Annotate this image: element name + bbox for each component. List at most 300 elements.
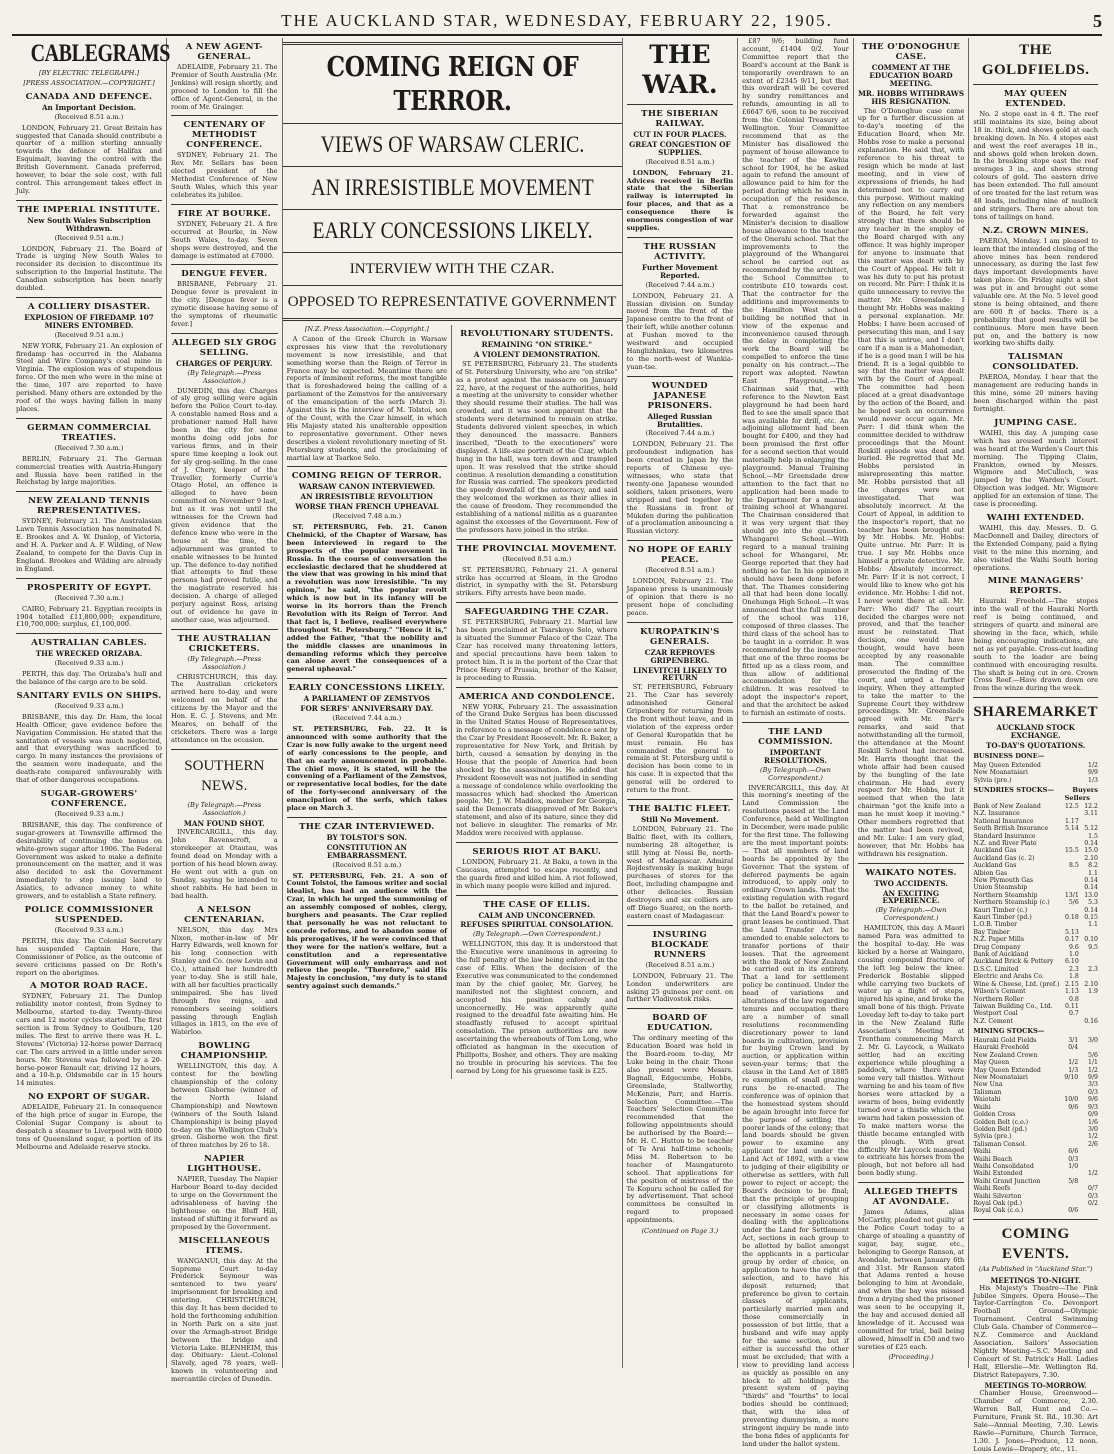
stock-row (973, 870, 1098, 877)
meetings-block (973, 1277, 1098, 1454)
section-title: SANITARY EVILS ON SHIPS. (16, 690, 162, 701)
stock-sellers: 1/0 (1068, 1162, 1079, 1170)
telegraph-note: (By Telegraph.—Press Association.) (187, 800, 262, 817)
divider (627, 925, 734, 926)
stock-row (973, 1148, 1098, 1155)
coming-events-banner: COMING EVENTS. (1001, 1225, 1070, 1262)
stock-buyers: 0.14 (1084, 839, 1098, 847)
article-body: WELLINGTON, this day. A contest for the bowling championship of the colony between Gisborne (winner of the North Island Championship) and Newtown (winners of the South Island Championship) is being played to-day on the Wellington Club's green. Gisborne won the first of three matches by 26 to 18. (171, 1062, 278, 1150)
section-title: THE IMPERIAL INSTITUTE. (17, 204, 161, 215)
stock-price: 1/3 (1088, 776, 1098, 784)
stock-buyers: 2.3 (1088, 965, 1098, 973)
stock-buyers: 2.10 (1084, 980, 1098, 988)
stock-row (973, 1133, 1098, 1140)
stock-sellers: 12.5 (1065, 802, 1079, 810)
section-title: N.Z. CROWN MINES. (982, 225, 1089, 236)
stock-row (973, 1089, 1098, 1096)
received-time: (Received 8.51 a.m.) (332, 860, 402, 869)
stock-row (973, 825, 1098, 832)
article-body: £87 9/6; building fund account, £1404 0/2. Your Committee report that the Board's account at the Bank is temporarily overdrawn to an extent of £2345 9/11, but that this overdraft will be covered by sundry remittances and refunds, amounting in all to £6647 6/6, soon to be received from the Colonial Treasury at Wellington. Your Committee recommend that as the Minister has disallowed the payment of house allowance to the teacher of the Kawhia school for 1904, he be asked again to refund the amount of allowance paid to him for the period during which he was in occupation of the residence. That a remonstrance be forwarded against the Minister's decision to disallow house allowance to the teacher of the Onerahi school. That the improvements to the playground of the Whangarei school be carried out as recommended by the architect, the School Committee to contribute £10 towards cost. That the contractor for the additions and improvements to the Hamilton West school building be notified that in view of the expense and inconvenience caused through the delay in completing the work the Board will be compelled to enforce the time penalty on his contract.—The report was adopted. Newton East Playground.—The Chairman said that, with reference to the Newton East playground he had been hard fled to see the small space that was available for drill, etc. An adjoining allotment had been bought for £400, and they had been promised the first offer for a second section that would materially help in enlarging the playground. Manual Training School.—Mr Greenslade drew attention to the fact that no application had been made to the Department for a manual training school at Whangarei. The Chairman considered that it was very urgent that they should go into the question. Whangarei School.—With regard to a manual training school for Whangarei, Mr. George reported that they had nothing so far. In his opinion it should have been done before that. The Thames considering all that had been done locally. Onehunga High School.—It was announced that the full number of the school was 116, composed of three classes. The third class of the school has to be taught in a corridor. It was recommended by the inspector that one of the three rooms be fitted up as a class room, and thus allow of additional accommodation for the children. It was resolved to adopt the inspector's report, and that the architect be asked to furnish an estimate of costs. (742, 37, 849, 718)
stock-name: Kauri Timber (c.) (973, 906, 1028, 914)
received-time: (Received 9.33 a.m.) (54, 659, 124, 668)
stock-name: Wine & Cheese, Ltd. (pref.) (973, 980, 1060, 988)
stock-buyers: 2.10 (1084, 854, 1098, 862)
section-subtitle: MAN FOUND SHOT. (183, 818, 265, 828)
stock-name: N.Z. Paper Mills (973, 936, 1024, 944)
stock-row (973, 944, 1098, 951)
stock-row (973, 847, 1098, 854)
stock-buyers: 12.2 (1084, 802, 1098, 810)
stock-name: Auckland Gas (c. 2) (973, 854, 1035, 862)
stock-sellers (1051, 1185, 1079, 1192)
stock-name: Waiotahi (973, 1096, 1001, 1104)
stock-sellers: 15.5 (1065, 847, 1079, 855)
stock-buyers: 1/2 (1088, 1133, 1098, 1141)
newspaper-title: THE AUCKLAND STAR, WEDNESDAY, FEBRUARY 22, 1905. (281, 11, 833, 30)
stock-sellers (1051, 1119, 1079, 1126)
section-subtitle: COMMENT AT THE EDUCATION BOARD MEETING. (869, 63, 953, 88)
stock-row (973, 1018, 1098, 1025)
section-title: EARLY CONCESSIONS LIKELY. (288, 683, 446, 694)
article-body: ST. PETERSBURG, Feb. 22. It is announced with some authority that the Czar is now fully awake to the urgent need of early concessions to the people, and that an early announcement in probable. The chief move, it is stated, will be the convening of a Parliament of the Zemstvos, or representative local bodies, for the date of the forty-second anniversary of the emancipation of the serfs, which takes place on March 3. (286, 724, 448, 813)
stock-buyers: 0/9 (1088, 1111, 1098, 1119)
stock-buyers: 3/0 (1088, 1037, 1098, 1045)
article-body: LONDON, February 21. Great Britain has suggested that Canada should contribute a quarter of a million sterling annually towards the defence of Halifax and Esquimalt, leaving the control with the British Government. Canada preferred, however, to bear the sole cost, with full control. This arrangement takes effect in July. (16, 123, 162, 195)
received-time: (Received 7.44 a.m.) (332, 714, 402, 723)
article-body: A Canon of the Greek Church in Warsaw expresses his view that the revolutionary movement is now irresistible, and that something worse than the Reign of Terror in France may be expected. Meantime there are reports of imminent reforms, the most tangible that is foreshadowed being the calling of a parliament of the Zemstvos for the anniversary of the emancipation of the serfs (March 3). Against this is the interview of M. Tolstoi, son of the Count, with the Czar himself, in which His Majesty stated his unalterable opposition to representative government. Other news describes a violent revolutionary meeting of St. Petersburg students, and the proclaiming of martial law at Tsarkoe Selo. (286, 334, 448, 462)
stock-row (973, 818, 1098, 825)
divider (456, 687, 618, 688)
section-title: CANADA AND DEFENCE. (25, 91, 153, 102)
stock-name: Northern Steamship (973, 891, 1038, 899)
stock-sellers: 1.8 (1068, 973, 1079, 981)
stock-row (973, 1200, 1098, 1207)
section-title-large: SOUTHERN NEWS. (184, 757, 265, 794)
section-title: COMING REIGN OF TERROR. (291, 471, 442, 482)
stock-buyers (1079, 929, 1098, 936)
stock-name: Waihi Consolidated (973, 1162, 1034, 1170)
stock-name: Northern Steamship (c.) (973, 899, 1050, 907)
article-body: SYDNEY, February 21. The Australasian Lawn Tennis Association has nominated N. E. Brookes and A. W. Dunlop, of Victoria, and H. A. Parker and A. F. Wilding, of New Zealand, to compete for the Davis Cup in England. Brookes and Wilding are already in England. (16, 517, 162, 573)
section-title: POLICE COMMISSIONER SUSPENDED. (24, 904, 154, 925)
stock-sellers (1059, 907, 1078, 914)
section-title: WOUNDED JAPANESE PRISONERS. (647, 380, 713, 411)
section-subtitle: MR. HOBBS WITHDRAWS HIS RESIGNATION. (857, 88, 965, 106)
stock-row (973, 1170, 1098, 1177)
stock-buyers: 0.14 (1084, 877, 1098, 884)
stock-row (973, 1081, 1098, 1088)
stock-sellers: 0.17 (1065, 936, 1079, 944)
stock-row (973, 929, 1098, 936)
stock-buyers: 0.14 (1084, 884, 1098, 892)
article-body: LONDON, February 21. At Baku, a town in the Caucasus, attempted to escape recently, and the guards fired and killed him. A riot followed, in which many people were killed and injured. (456, 857, 618, 890)
stock-sellers: 1/2 (1068, 1059, 1079, 1067)
stock-row (973, 1126, 1098, 1133)
stock-buyers (1078, 1178, 1098, 1185)
stock-sellers: 0/4 (1068, 1044, 1079, 1052)
section-subtitle: GREAT CONGESTION OF SUPPLIES. (629, 139, 731, 157)
column-odonoghue (854, 38, 970, 1368)
stock-buyers: 0/7 (1088, 1185, 1098, 1193)
stock-sellers (1051, 1193, 1079, 1200)
stock-name: Union Steamship (973, 884, 1028, 892)
stock-buyers: 0.16 (1084, 1017, 1098, 1025)
section-subtitle: CONSTITUTION AN EMBARRASSMENT. (326, 842, 407, 860)
divider (16, 578, 162, 579)
stock-sellers (1059, 855, 1078, 862)
stock-buyers (1079, 951, 1098, 958)
stock-name: May Queen (973, 1059, 1010, 1067)
stock-name: Golden Belt (c.o.) (973, 1118, 1029, 1126)
stock-buyers: 5.3 (1088, 899, 1098, 907)
headline-deck: EARLY CONCESSIONS LIKELY. (312, 218, 593, 243)
stock-sellers (1051, 1081, 1079, 1088)
stock-buyers: 9/6 (1088, 1096, 1098, 1104)
continued-note: (Proceeding.) (888, 1353, 934, 1362)
stock-sellers: 1.13 (1065, 988, 1079, 996)
section-title: MISCELLANEOUS ITEMS. (178, 1235, 270, 1256)
section-title: A MOTOR ROAD RACE. (29, 981, 148, 992)
divider (171, 333, 278, 334)
stock-name: Golden Cross (973, 1111, 1016, 1119)
stock-name: Westport Coal (973, 1010, 1018, 1018)
telegraph-note: (By Telegraph.—Own Correspondent.) (760, 765, 831, 782)
stock-buyers: 0.14 (1084, 906, 1098, 914)
section-title: DENGUE FEVER. (181, 269, 268, 280)
stock-name: Electric and Arabs Co. (973, 973, 1044, 981)
sundries-heading (973, 786, 1098, 803)
sharemarket-banner: SHAREMARKET (973, 704, 1098, 721)
divider (627, 376, 734, 377)
stock-row (973, 1178, 1098, 1185)
article-body: PAEROA, Monday. I am pleased to learn that the intended closing of the above mines has been rendered unnecessary, as during the last few days important developments have taken place. On Friday night a shot was put in and brought out some valuable ore. At the No. 5 level good stone is being obtained, and there are 600 ft of backs. There is a probability that good results will be continuous. More men have been put on, and the battery is now working two shifts daily. (973, 236, 1098, 348)
divider (283, 318, 622, 321)
stock-sellers (1051, 1170, 1079, 1177)
stock-row (973, 1010, 1098, 1017)
stock-buyers: 15.0 (1084, 847, 1098, 855)
business-done-heading: BUSINESS DONE— (973, 752, 1045, 760)
copyright-note: [N.Z. Press Association.—Copyright.] (304, 325, 429, 333)
cablegrams-banner: CABLEGRAMS (30, 40, 170, 67)
stock-sellers (1059, 810, 1078, 817)
stock-sellers: 6.10 (1065, 958, 1079, 966)
stock-sellers: 5/6 (1068, 899, 1079, 907)
section-subtitle: Alleged Russian Brutalities. (647, 411, 713, 429)
stock-buyers: 1/2 (1088, 1170, 1098, 1178)
article-body: BERLIN, February 21. The German commercial treaties with Austria-Hungary and Russia have been ratified in the Reichstag by large majorities. (16, 454, 162, 487)
section-title: THE BALTIC FLEET. (628, 804, 731, 814)
column-education-land (738, 37, 854, 1448)
stock-sellers: 9/6 (1068, 1103, 1079, 1111)
central-left-column (283, 325, 453, 1079)
divider (283, 209, 622, 210)
stock-sellers: 1.17 (1065, 817, 1079, 825)
telegraph-note: (By Telegraph.—Own Correspondent.) (875, 906, 947, 923)
article-body: LONDON, February 21. The Baltic fleet, with its colliers, numbering 28 altogether, is still lying at Nossi Be, north-west of Madagascar. Admiral Rojdestvensky is making huge purchases of stores for the fleet, including champagne and other delicacies. Russian destroyers and six colliers are off Diego Suarez, on the north-eastern coast of Madagascar. (626, 824, 734, 920)
stock-sellers (1051, 1089, 1079, 1096)
divider (627, 622, 734, 623)
stock-sellers: 0.11 (1065, 1002, 1079, 1010)
stock-sellers: 9.6 (1068, 943, 1079, 951)
stock-buyers (1079, 996, 1098, 1003)
column-the-war (623, 38, 739, 1368)
article-body: BRISBANE, February 21. Dengue fever is prevalent in the city. [Dengue fever is a zymotic disease having some of the symptoms of rheumatic fever.] (171, 280, 278, 328)
section-title: KUROPATKIN'S GENERALS. (640, 626, 720, 647)
stock-name: Taiwan Building Co., Ltd. (973, 1002, 1053, 1010)
article-body: ST. PETERSBURG, Feb. 21. Canon Chelmicki, of the Chapter of Warsaw, has been interviewed in regard to the prospects of the popular movement in Russia. In the course of conversation the ecclesiastic declared that he shuddered at the view that was growing in his mind that a revolution was now irresistible. "In my opinion," he said, "the popular revolt which is now but in its infancy will be worse in its horrors than the French Revolution with its Reign of Terror. And that fact is, I believe, realised everywhere throughout St. Petersburg." "Hence it is," added the Father, "that the nobility and the middle classes are unanimous in demanding reforms which they perceive can alone avert the consequences of a general upheaval." (286, 523, 448, 674)
received-time: (Received 8.51 a.m.) (54, 112, 124, 121)
stock-sellers: 0.18 (1065, 914, 1079, 922)
stock-name: Waihi Beach (973, 1155, 1013, 1163)
central-columns (283, 325, 622, 1079)
stock-name: New Moanataiari (973, 769, 1028, 777)
divider (627, 1008, 734, 1009)
stock-name: New Moanataiari (973, 1074, 1028, 1082)
stock-name: Albion Gas (973, 869, 1008, 877)
stock-name: Royal Oak (pd.) (973, 1199, 1023, 1207)
section-title: ALLEGED THEFTS AT AVONDALE. (864, 1187, 958, 1208)
divider (16, 418, 162, 419)
stock-buyers (1079, 1003, 1098, 1010)
stock-price: 9/9 (1088, 769, 1098, 777)
section-subtitle: FOR SERFS' ANNIVERSARY DAY. (300, 704, 434, 714)
stock-name: Bank of New Zealand (973, 802, 1041, 810)
stock-sellers (1051, 1052, 1079, 1059)
divider (627, 237, 734, 238)
stock-row (973, 936, 1098, 943)
column-cablegrams (12, 38, 170, 1368)
stock-sellers (1059, 1018, 1078, 1025)
section-title: THE PROVINCIAL MOVEMENT. (457, 543, 617, 554)
meetings-tonight-body: His Majesty's Theatre—The Pink Jubilee Singers. Opera House—The Taylor-Carrington Co. Devonport Football Ground—Olympic Tournament. Central Swimming Club Gala. Chamber of Commerce—N.Z. Commerce and Auckland Association. Sailors' Association Nightly Meeting—S.C. Meeting and Concert of St. Patrick's Hall. Ladies Hall, Ellerslie—Mr. Wellington Rd. District Ratepayers, 7.30. (973, 1283, 1098, 1379)
article-body: PERTH, this day. The Colonial Secretary has suspended Captain Hare, the Commissioner of Police, as the outcome of severe criticisms passed on Dr. Roth's report on the aborigines. (16, 936, 162, 977)
by-telegraph-note: [BY ELECTRIC TELEGRAPH.] (38, 69, 140, 77)
section-title: TALISMAN CONSOLIDATED. (992, 352, 1079, 373)
stock-name: Hauraki Freehold (973, 1044, 1029, 1052)
stock-buyers: 2/6 (1088, 1140, 1098, 1148)
section-title: GERMAN COMMERCIAL TREATIES. (27, 422, 151, 443)
article-body: SYDNEY, February 21. The Rev. Mr. Sellars has been elected president of the Methodist Conference of New South Wales, which this year celebrates its jubilee. (171, 151, 278, 199)
stock-name: May Queen Extended (973, 761, 1041, 769)
stock-row (973, 1111, 1098, 1118)
article-body: LONDON, February 21. The Japanese press is unanimously of opinion that there is no present hope of concluding peace. (626, 577, 734, 617)
divider (171, 629, 278, 630)
received-time: (Received 7.30 a.m.) (54, 443, 124, 452)
stock-row (973, 1059, 1098, 1066)
article-body: HAMILTON, this day. A Maori named Para was admitted to the hospital to-day. He was kicked by a horse at Waingaro, causing compound fracture of the left leg below the knee. Frederick Bostable slipped while carrying two buckets of water up a flight of steps, injured his spine, and broke the small bone of his thigh. Private Loveday left to-day to take part in the New Zealand Rifle Association's Meeting at Trentham commencing March 2. Mr. G. Laycock, a Waikato settler, had an exciting experience while ploughing a paddock, where there were some very tall thistles. Without warning he and his team of five horses were attacked by a swarm of bees, being evidently turned over a thistle which the swarm had taken possession of. To make matters worse the thistle became entangled with the plough. With great difficulty Mr Laycock managed to extricate his horses from the plough, but not before all had been badly stung. (857, 924, 965, 1178)
section-subtitle: AN IRRESISTIBLE REVOLUTION (300, 492, 434, 502)
divider (287, 466, 448, 467)
stock-name: Auckland Brick & Pottery (973, 958, 1054, 966)
received-time: (Received 9.51 a.m.) (54, 233, 124, 242)
section-subtitle: TO-DAY'S QUOTATIONS. (986, 741, 1086, 751)
stock-name: Drug Company (973, 943, 1021, 951)
stock-row (973, 1119, 1098, 1126)
sundries-table (973, 803, 1098, 1025)
stock-row (973, 973, 1098, 980)
stock-name: Royal Oak (c.o.) (973, 1207, 1024, 1215)
section-title: BOWLING CHAMPIONSHIP. (180, 1041, 268, 1062)
stock-buyers (1079, 818, 1098, 825)
article-body: LONDON, February 21. Advices received in Berlin state that the Siberian railway is interrupted in four places, and that as a consequence there is enormous congestion of war supplies. (626, 168, 734, 232)
stock-name: Waihi (973, 1103, 991, 1111)
stock-row (973, 914, 1098, 921)
stock-row (973, 1096, 1098, 1103)
article-body: WANGANUI, this day. At the Supreme Court to-day Frederick Seymour was sentenced to two years' imprisonment for breaking and entering. CHRISTCHURCH, this day. It has been decided to hold the forthcoming exhibition in North Park on a site just over the Armagh-street Bridge between the bridge and Victoria Lake. BLENHEIM, this day. Obituary: Lieut.-Colonel Slavely, aged 78 years, well-known in volunteering and mercantile circles of Dunedin. (171, 1256, 278, 1384)
stock-row (973, 1141, 1098, 1148)
stock-buyers: 1.5 (1088, 832, 1098, 840)
stock-sellers: 2.15 (1065, 980, 1079, 988)
stock-name: New Zealand Crown (973, 1051, 1038, 1059)
copyright-note: [PRESS ASSOCIATION.—COPYRIGHT.] (23, 78, 155, 87)
stock-buyers: 13.0 (1084, 891, 1098, 899)
article-body: ADELAIDE, February 21. The Premier of South Australia (Mr. Jenkins) will resign shortly, and proceed to London to fill the office of Agent-General, in the room of Mr. Grainger. (171, 63, 278, 111)
section-subtitle: CUT IN FOUR PLACES. (633, 130, 727, 139)
stock-sellers: 10/0 (1064, 1096, 1079, 1104)
stock-row (973, 899, 1098, 906)
stock-row (973, 958, 1098, 965)
telegraph-note: (By Telegraph.—Press Association.) (187, 368, 262, 385)
received-time: (Received 8.51 a.m.) (645, 157, 715, 166)
article-body: SYDNEY, February 21. The Dunlop reliability motor contest, from Sydney to Melbourne, started to-day. Twenty-three cars and 12 motor cycles started. The first section is from Sydney to Goulburn, 120 miles. The first to arrive there was H. L. Stevens' (Victoria) 12-horse power Darracq car. The cars arrived in a little under seven hours. Mr. Stevens was followed by a 20-horse-power Renault car, driving 12 hours, and a 10-h.p. Oldsmobile car in 15 hours 14 minutes. (16, 992, 162, 1088)
section-title: INSURING BLOCKADE RUNNERS (650, 929, 709, 960)
newspaper-page (12, 37, 1102, 1453)
article-body: NEW YORK, February 21. An explosion of firedamp has occurred in the Alabama Steel and Wire Company's coal mine in Virginia. The explosion was of stupendous force. Of the men who were in the mine at the time, 107 are reported to have perished. Many others are extended by the roof of the ways having fallen in many places. (16, 341, 162, 413)
stock-sellers: 8.5 (1068, 862, 1079, 870)
article-body: LONDON, February 21. A Russian division on Sunday moved from the front of the Japanese centre to the front of their left, while another column at Fushan moved to the westward and occupied Hanglizhinkau, two kilometres to the north-west of Wankia-yuan-tse. (626, 291, 734, 371)
stock-buyers: 5.12 (1084, 825, 1098, 833)
stock-name: Talisman (973, 1088, 1002, 1096)
section-subtitle: Still No Movement. (640, 815, 719, 824)
divider (171, 264, 278, 265)
central-feature (283, 38, 623, 1368)
stock-name: Bay Timber (973, 928, 1010, 936)
section-subtitle: LINEVITCH LIKELY TO RETURN (632, 665, 727, 683)
divider (973, 84, 1098, 85)
section-subtitle: A VIOLENT DEMONSTRATION. (473, 349, 600, 359)
stock-buyers (1078, 1163, 1098, 1170)
coming-events-note: (As Published in "Auckland Star.") (978, 1264, 1093, 1273)
stock-buyers (1078, 1044, 1098, 1051)
section-subtitle: WARSAW CANON INTERVIEWED. (298, 482, 435, 492)
section-title: THE AUSTRALIAN CRICKETERS. (177, 633, 271, 654)
stock-sellers: 3/1 (1068, 1037, 1079, 1045)
article-body: ADELAIDE, February 21. In consequence of the high price of sugar in Europe, the Colonial Sugar Company is about to despatch a steamer to Liverpool with 6000 tons of Queensland sugar, a portion of its Melbourne and Adelaide reserve stocks. (16, 1103, 162, 1151)
stock-row (973, 996, 1098, 1003)
stock-buyers: 9/9 (1088, 1074, 1098, 1082)
section-subtitle: REMAINING "ON STRIKE." (481, 340, 593, 349)
stock-sellers (1059, 884, 1078, 891)
stock-name: Auckland Gas (973, 847, 1017, 855)
section-title: AUSTRALIAN CABLES. (31, 638, 147, 649)
stock-name: D.S.C. Limited (973, 965, 1019, 973)
stock-name: Waihi Extended (973, 1170, 1023, 1178)
stock-buyers: 3/0 (1088, 1125, 1098, 1133)
received-time: (Received 8.51 a.m.) (502, 554, 572, 563)
section-title: WAIHI EXTENDED. (986, 512, 1085, 523)
stock-sellers: 5/8 (1068, 1177, 1079, 1185)
stock-sellers: 5.13 (1065, 928, 1079, 936)
divider (283, 252, 622, 253)
stock-sellers: 2.3 (1068, 965, 1079, 973)
section-title: FIRE AT BOURKE. (177, 208, 272, 219)
divider (742, 722, 849, 723)
goldfields-banner: THE GOLDFIELDS. (981, 42, 1090, 78)
stock-sellers (1051, 1133, 1079, 1140)
received-time: (Received 7.44 a.m.) (645, 429, 715, 438)
section-title: CENTENARY OF METHODIST CONFERENCE. (183, 120, 266, 151)
stock-buyers (1079, 1010, 1098, 1017)
article-body: James Adams, alias McCarthy, pleaded not guilty at the Police Court today to a charge of stealing a quantity of sugar, bay, sugar, etc., belonging to George Ranson, at Avondale, between January 6th and 31st. Mr Ranson stated that Adams rented a house belonging to him at Avondale, and when the bay was missed from a drying shed the prisoner was seen to be occupying it, the bay and accused denied all knowledge of it. Accused was committed for trial, bail being allowed, himself in £50 and two sureties of £25 each. (857, 1208, 965, 1351)
stock-buyers: 0.15 (1084, 914, 1098, 922)
stock-name: Northern Roller (973, 995, 1024, 1003)
stock-row (973, 1207, 1098, 1214)
stock-row (973, 981, 1098, 988)
article-body: BRISBANE, this day. The conference of sugar-growers at Townsville affirmed the desirability of continuing the bonus on white-grown sugar after 1906. The Federal Government was asked to make a definite pronouncement on the matter, and it was also decided to ask the Government immediately to stop issuing land to Asiatics, to advance money to white growers, and to establish a State refinery. (16, 820, 162, 901)
section-title: NEW ZEALAND TENNIS REPRESENTATIVES. (28, 496, 150, 517)
divider (16, 491, 162, 492)
divider (627, 799, 734, 800)
stock-sellers (1059, 877, 1078, 884)
stock-sellers: 1/3 (1068, 1066, 1079, 1074)
divider (171, 204, 278, 205)
stock-name: Auckland Gas (973, 862, 1017, 870)
masthead (12, 8, 1102, 36)
stock-sellers (1051, 1141, 1079, 1148)
divider (283, 166, 622, 167)
stock-row (973, 803, 1098, 810)
divider (16, 200, 162, 201)
divider (456, 895, 618, 896)
stock-sellers (1059, 840, 1078, 847)
stock-row (973, 1003, 1098, 1010)
stock-row (973, 1067, 1098, 1074)
stock-name: Kauri Timber (pd.) (973, 914, 1032, 922)
divider (973, 1219, 1098, 1220)
stock-name: Hauraki Gold Fields (973, 1037, 1037, 1045)
stock-row (973, 1156, 1098, 1163)
stock-buyers: 0.10 (1084, 936, 1098, 944)
article-body: WELLINGTON, this day. It is understood that the Executive were unanimous in agreeing to the full penalty of the law being enforced in the case of Ellis. When the decision of the Executive was communicated to the condemned man by the chief gaoler, Mr. Garvey, he manifested not the slightest concern, and accepted his position calmly and unconcernedly. He was apparently quite resigned to the dreadful fate awaiting him. He steadfastly refused to accept spiritual consolation. The prison authorities are now ascertaining the whereabouts of Tom Long, who officiated as hangman in the execution of Phillpotts, Bosher, and others. They are making no trouble in procuring his services. The fee earned by Long for his gruesome task is £25. (456, 940, 618, 1075)
page-number: 5 (1093, 10, 1102, 31)
stock-row (973, 877, 1098, 884)
stock-row (973, 810, 1098, 817)
section-title: THE SIBERIAN RAILWAY. (641, 109, 719, 129)
section-title: PROSPERITY OF EGYPT. (26, 582, 152, 593)
divider (627, 104, 734, 105)
divider (456, 842, 618, 843)
section-title: NO EXPORT OF SUGAR. (28, 1092, 150, 1103)
section-subtitle: New South Wales Subscription Withdrawn. (27, 215, 151, 233)
received-time: (Received 8.51 a.m.) (645, 566, 715, 575)
section-title: REVOLUTIONARY STUDENTS. (460, 329, 614, 339)
divider (16, 633, 162, 634)
section-subtitle: THE WRECKED ORIZABA. (35, 649, 143, 659)
section-subtitle: TWO ACCIDENTS. (874, 878, 948, 888)
section-title: SUGAR-GROWERS' CONFERENCE. (40, 789, 138, 809)
stock-row (973, 1104, 1098, 1111)
stock-name: N.Z. Cement (973, 1017, 1013, 1025)
divider (858, 1182, 965, 1183)
stock-row (973, 884, 1098, 891)
stock-name: N.Z. Insurance (973, 810, 1020, 818)
meetings-tomorrow-body: Chamber House, Greenwood—Chamber of Commerce, 2.30. Warren Ball, Hunt and Co.—Furniture, Frank St. Rd., 10.30. Art Sale—Annual Meeting, 7.30. Lewis Rawle—Furniture, Church Terrace, 1.30. J. Jones—Produce, 12 noon. Louis Lewis—Drapery, etc., 11. (973, 1389, 1098, 1453)
stock-sellers: 1.0 (1068, 951, 1079, 959)
stock-name: May Queen Extended (973, 1066, 1041, 1074)
article-body: NEW YORK, February 21. The assassination of the Grand Duke Sergius has been discussed in the United States House of Representatives, in reference to a message of condolence sent by the Czar by President Roosevelt. Mr. R. Baker, a representative for New York, and British by birth, caused a sensation by denying in the House that the people of America had been shocked by the assassination. He added that President Roosevelt was not justified in sending a message of condolence while overlooking the massacres which had shocked the American people. Mr. J. W. Maddox, member for Georgia, said the Democrats disapproved of Mr. Baker's statement, and also of its nature, since they did not believe in slaughter. The remarks of Mr. Maddox were received with applause. (456, 702, 618, 838)
section-subtitle: BY TOLSTOI'S SON. (326, 832, 408, 842)
section-subtitle: A PARLIAMENT OF ZEMSTVOS (303, 694, 430, 704)
